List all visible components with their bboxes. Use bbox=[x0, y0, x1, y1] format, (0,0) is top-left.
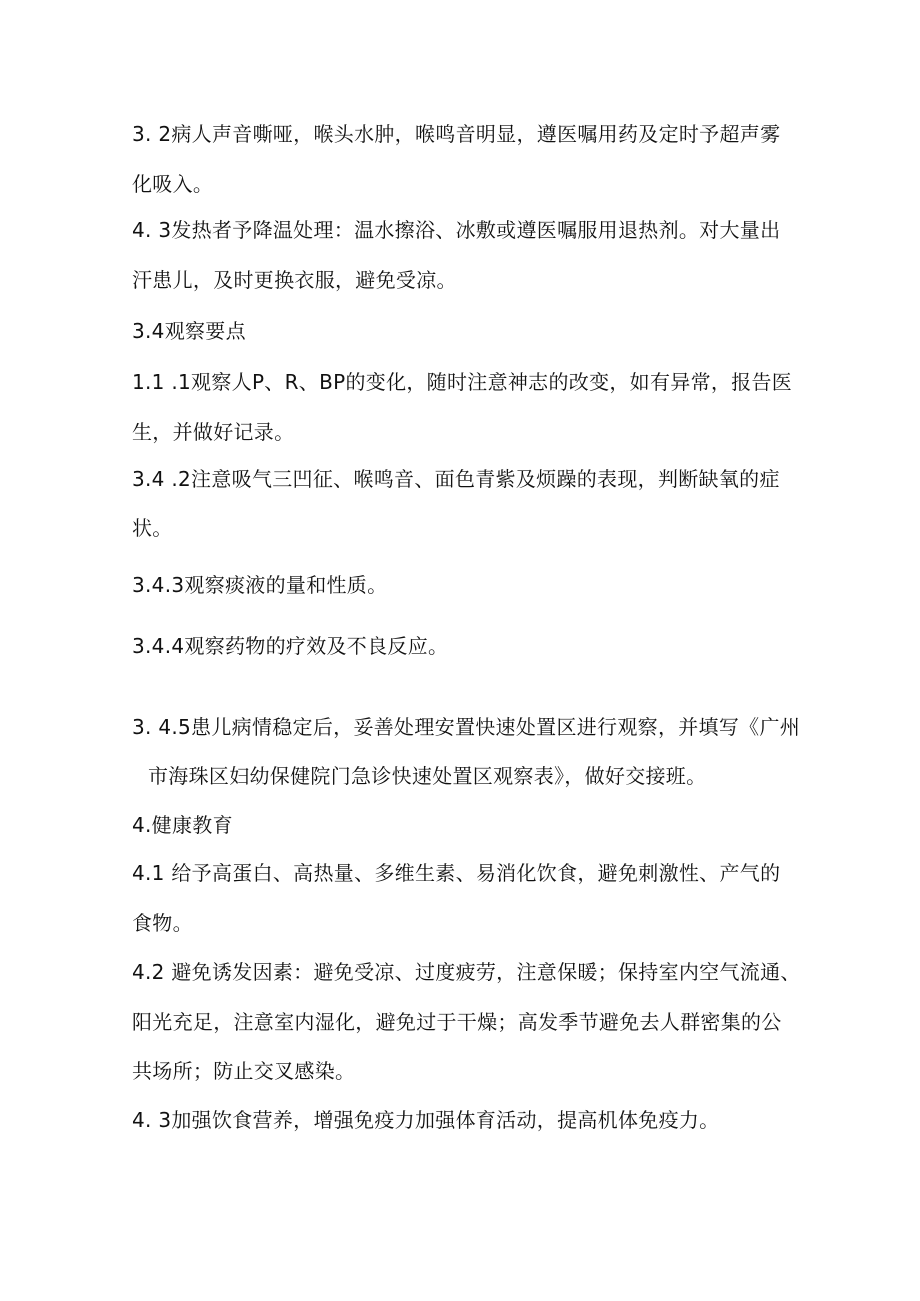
text-line: 1.1 .1观察人P、R、BP的变化，随时注意神志的改变，如有异常，报告医 bbox=[132, 370, 793, 394]
text-line: 市海珠区妇幼保健院门急诊快速处置区观察表》，做好交接班。 bbox=[148, 764, 707, 788]
text-line: 3.4.4观察药物的疗效及不良反应。 bbox=[132, 634, 449, 658]
text-line: 状。 bbox=[132, 516, 173, 540]
text-line: 3.4.3观察痰液的量和性质。 bbox=[132, 573, 388, 597]
text-line: 4.2 避免诱发因素：避免受凉、过度疲劳，注意保暖；保持室内空气流通、 bbox=[132, 960, 801, 984]
text-line: 食物。 bbox=[132, 911, 193, 935]
section-heading: 3.4观察要点 bbox=[132, 319, 246, 343]
text-line: 3. 2病人声音嘶哑，喉头水肿，喉鸣音明显，遵医嘱用药及定时予超声雾 bbox=[132, 122, 781, 146]
section-heading: 4.健康教育 bbox=[132, 813, 233, 837]
text-line: 汗患儿，及时更换衣服，避免受凉。 bbox=[132, 268, 457, 292]
text-line: 4. 3加强饮食营养，增强免疫力加强体育活动，提高机体免疫力。 bbox=[132, 1108, 720, 1132]
text-line: 3. 4.5患儿病情稳定后，妥善处理安置快速处置区进行观察，并填写《广州 bbox=[132, 715, 801, 739]
text-line: 阳光充足，注意室内湿化，避免过于干燥；高发季节避免去人群密集的公 bbox=[132, 1010, 782, 1034]
text-line: 共场所；防止交叉感染。 bbox=[132, 1059, 356, 1083]
text-line: 生，并做好记录。 bbox=[132, 420, 295, 444]
text-line: 4.1 给予高蛋白、高热量、多维生素、易消化饮食，避免刺激性、产气的 bbox=[132, 861, 781, 885]
text-line: 化吸入。 bbox=[132, 172, 214, 196]
text-line: 4. 3发热者予降温处理：温水擦浴、冰敷或遵医嘱服用退热剂。对大量出 bbox=[132, 218, 781, 242]
text-line: 3.4 .2注意吸气三凹征、喉鸣音、面色青紫及烦躁的表现，判断缺氧的症 bbox=[132, 467, 780, 491]
